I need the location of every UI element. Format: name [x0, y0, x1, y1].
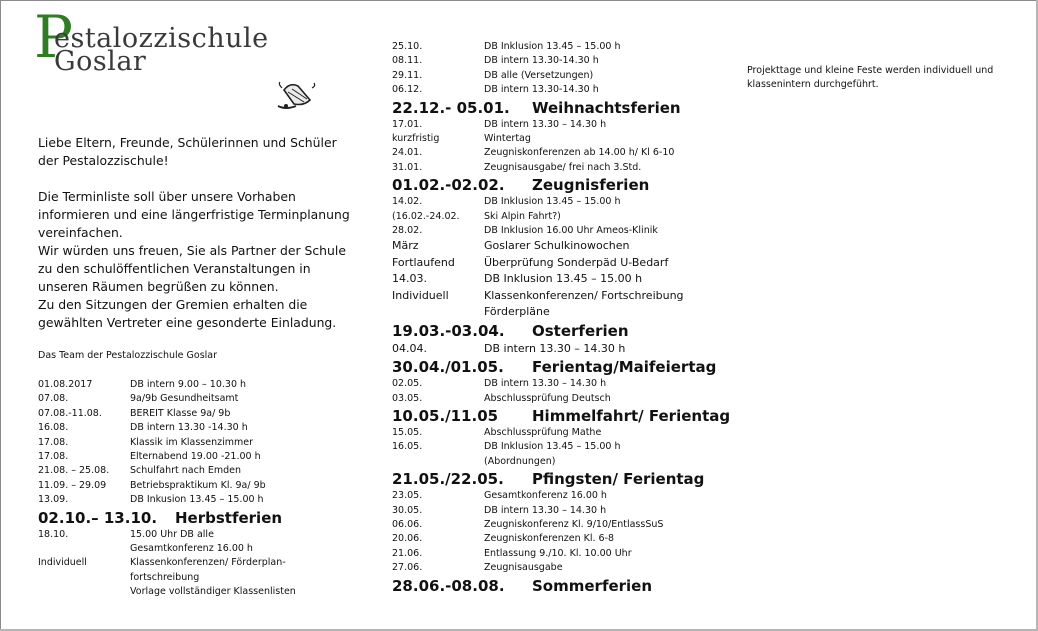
event-date: 25.10. [392, 41, 423, 52]
event-text: DB intern 13.30 – 14.30 h [484, 378, 607, 390]
event-text: Gesamtkonferenz 16.00 h [484, 490, 607, 502]
holiday-name: Herbstferien [175, 508, 283, 527]
holiday-name: Osterferien [532, 321, 629, 340]
event-row [38, 378, 338, 392]
event-text: DB intern 13.30-14.30 h [484, 55, 599, 67]
event-text: Wintertag [484, 132, 531, 144]
event-date: 02.05. [392, 378, 423, 390]
event-row [392, 132, 722, 146]
event-date: 08.11. [392, 55, 423, 67]
event-date: 06.12. [392, 84, 423, 96]
event-text: Klassenkonferenzen/ Förderplan- [130, 557, 286, 569]
event-text: DB intern 9.00 – 10.30 h [130, 379, 247, 390]
event-text: Zeugniskonferenzen ab 14.00 h/ Kl 6-10 [484, 147, 675, 159]
event-row [392, 118, 722, 132]
event-date: 27.06. [392, 562, 423, 574]
event-date: 06.06. [392, 519, 423, 531]
event-row [392, 288, 722, 305]
event-date: 18.10. [38, 528, 69, 540]
event-date: 17.08. [38, 450, 69, 462]
holiday-row [392, 406, 731, 426]
event-text: Entlassung 9./10. Kl. 10.00 Uhr [484, 547, 632, 559]
event-row [392, 255, 722, 272]
event-row [392, 210, 722, 224]
event-row [38, 421, 338, 435]
holiday-row [38, 508, 338, 528]
event-row [38, 556, 338, 570]
team-signature: Das Team der Pestalozzischule Goslar [38, 350, 218, 361]
holiday-name: Sommerferien [532, 576, 653, 595]
event-text: DB intern 13.30-14.30 h [484, 84, 599, 96]
school-bell-icon [274, 80, 318, 112]
schedule-right-column [392, 40, 731, 596]
holiday-dates: 22.12.- 05.01. [392, 98, 510, 117]
event-date: 21.06. [392, 547, 423, 559]
holiday-dates: 30.04./01.05. [392, 358, 504, 377]
event-text: Abschlussprüfung Mathe [484, 427, 602, 439]
event-text: Zeugnisausgabe/ frei nach 3.Std. [484, 161, 642, 173]
holiday-dates: 10.05./11.05 [392, 407, 499, 426]
event-date: 21.08. – 25.08. [38, 465, 110, 477]
event-date: 30.05. [392, 504, 423, 516]
event-text: Ski Alpin Fahrt?) [484, 210, 561, 222]
event-date: 15.05. [392, 427, 423, 439]
event-text: 9a/9b Gesundheitsamt [130, 393, 239, 405]
holiday-dates: 01.02.-02.02. [392, 176, 505, 195]
event-row [38, 479, 338, 493]
event-date: kurzfristig [392, 132, 440, 144]
event-date: März [392, 239, 419, 253]
event-date: 29.11. [392, 69, 423, 81]
holiday-name: Ferientag/Maifeiertag [532, 358, 717, 377]
intro-body [38, 188, 358, 332]
event-row [392, 195, 722, 209]
event-date: 23.05. [392, 490, 423, 502]
school-logo [34, 3, 334, 84]
event-date: 07.08. [38, 393, 69, 405]
event-text: (Abordnungen) [484, 455, 556, 467]
holiday-row [392, 357, 722, 377]
event-date: 16.08. [38, 422, 69, 434]
event-date: Individuell [392, 288, 449, 302]
event-row [392, 518, 722, 532]
event-row [392, 271, 722, 288]
event-text: DB Inklusion 13.45 – 15.00 h [484, 441, 621, 453]
event-text: DB alle (Versetzungen) [484, 69, 594, 81]
intro-greeting [38, 134, 358, 170]
event-text: 15.00 Uhr DB alle [130, 528, 214, 540]
event-row [392, 489, 722, 503]
event-date: 14.03. [392, 272, 427, 286]
event-date: 28.02. [392, 224, 423, 236]
event-row [38, 436, 338, 450]
event-text: DB intern 13.30 -14.30 h [130, 422, 248, 434]
event-text: Gesamtkonferenz 16.00 h [130, 542, 253, 554]
event-date: 16.05. [392, 441, 423, 453]
event-text: Förderpläne [484, 305, 550, 319]
holiday-row [392, 469, 722, 489]
frame-top-border [0, 0, 1038, 1]
event-date: 24.01. [392, 147, 423, 159]
event-text: Zeugniskonferenz Kl. 9/10/EntlassSuS [484, 519, 664, 531]
body-text-1: Die Terminliste soll über unsere Vorhaben informieren und eine längerfristige Terminplanung vereinfachen. [38, 189, 350, 240]
event-text: DB intern 13.30 – 14.30 h [484, 118, 607, 130]
event-text: BEREIT Klasse 9a/ 9b [130, 407, 231, 419]
holiday-dates: 19.03.-03.04. [392, 321, 505, 340]
event-text: fortschreibung [130, 571, 200, 583]
schedule-left-column [38, 378, 338, 599]
holiday-row [392, 175, 722, 195]
event-text: DB Inklusion 13.45 – 15.00 h [484, 41, 621, 52]
event-row [392, 83, 722, 97]
logo-line-1: estalozzischule [54, 23, 269, 54]
event-text: Elternabend 19.00 -21.00 h [130, 450, 261, 462]
event-row [392, 304, 722, 321]
holiday-dates: 02.10.– 13.10. [38, 508, 158, 527]
holiday-name: Pfingsten/ Ferientag [532, 470, 705, 489]
event-row [392, 224, 722, 238]
body-text-3: Zu den Sitzungen der Gremien erhalten die gewählten Vertreter eine gesonderte Einladung. [38, 297, 337, 330]
event-date: 31.01. [392, 161, 423, 173]
event-row [392, 146, 722, 160]
event-row [392, 238, 722, 255]
event-text: Vorlage vollständiger Klassenlisten [130, 586, 296, 598]
holiday-dates: 28.06.-08.08. [392, 576, 505, 595]
event-row [38, 464, 338, 478]
event-row [38, 571, 338, 585]
event-text: Klassenkonferenzen/ Fortschreibung [484, 288, 684, 302]
event-date: Fortlaufend [392, 255, 455, 269]
event-date: 03.05. [392, 392, 423, 404]
event-date: 17.08. [38, 436, 69, 448]
holiday-name: Weihnachtsferien [532, 98, 681, 117]
event-row [38, 493, 338, 507]
event-row [38, 542, 338, 556]
event-text: Goslarer Schulkinowochen [484, 239, 630, 253]
event-row [38, 450, 338, 464]
event-text: Schulfahrt nach Emden [130, 465, 242, 477]
event-row [392, 426, 722, 440]
event-date: 14.02. [392, 196, 423, 208]
event-text: Abschlussprüfung Deutsch [484, 392, 611, 404]
frame-left-border [0, 0, 1, 631]
logo-initial: P [34, 3, 74, 71]
event-date: 01.08.2017 [38, 379, 93, 390]
event-text: Klassik im Klassenzimmer [130, 436, 254, 448]
event-date: Individuell [38, 557, 87, 569]
event-text: DB Inklusion 16.00 Uhr Ameos-Klinik [484, 224, 658, 236]
event-row [392, 455, 722, 469]
event-date: 11.09. – 29.09 [38, 479, 107, 491]
holiday-row [392, 576, 722, 596]
event-text: DB intern 13.30 – 14.30 h [484, 504, 607, 516]
event-row [392, 532, 722, 546]
event-row [38, 585, 338, 599]
event-row [392, 161, 722, 175]
holiday-row [392, 98, 722, 118]
holiday-name: Zeugnisferien [532, 176, 650, 195]
event-text: DB intern 13.30 – 14.30 h [484, 341, 626, 355]
greeting-text: Liebe Eltern, Freunde, Schülerinnen und Schüler der Pestalozzischule! [38, 135, 337, 168]
event-text: Betriebspraktikum Kl. 9a/ 9b [130, 479, 266, 491]
event-date: 20.06. [392, 533, 423, 545]
event-row [392, 40, 722, 54]
event-text: DB Inklusion 13.45 – 15.00 h [484, 196, 621, 208]
event-date: 17.01. [392, 118, 423, 130]
event-date: (16.02.-24.02. [392, 210, 460, 222]
logo-line-2: Goslar [54, 46, 147, 77]
event-row [392, 504, 722, 518]
event-text: Überprüfung Sonderpäd U-Bedarf [484, 255, 669, 269]
event-row [392, 561, 722, 575]
event-row [392, 54, 722, 68]
event-row [392, 392, 722, 406]
event-text: DB Inklusion 13.45 – 15.00 h [484, 272, 643, 286]
event-row [392, 69, 722, 83]
event-row [392, 377, 722, 391]
event-row [38, 392, 338, 406]
event-row [392, 547, 722, 561]
event-row [392, 341, 722, 358]
event-text: Zeugniskonferenzen Kl. 6-8 [484, 533, 615, 545]
event-text: DB Inkusion 13.45 – 15.00 h [130, 494, 264, 506]
event-date: 07.08.-11.08. [38, 407, 102, 419]
event-row [38, 528, 338, 542]
event-row [392, 440, 722, 454]
note-text: Projekttage und kleine Feste werden individuell und klassenintern durchgeführt. [747, 65, 994, 91]
body-text-2: Wir würden uns freuen, Sie als Partner der Schule zu den schulöffentlichen Veranstaltungen in unseren Räumen begrüßen zu können. [38, 243, 346, 294]
event-date: 04.04. [392, 341, 427, 355]
holiday-row [392, 321, 722, 341]
event-date: 13.09. [38, 494, 69, 506]
holiday-dates: 21.05./22.05. [392, 470, 504, 489]
event-row [38, 407, 338, 421]
event-text: Zeugnisausgabe [484, 562, 563, 574]
holiday-name: Himmelfahrt/ Ferientag [532, 407, 731, 426]
